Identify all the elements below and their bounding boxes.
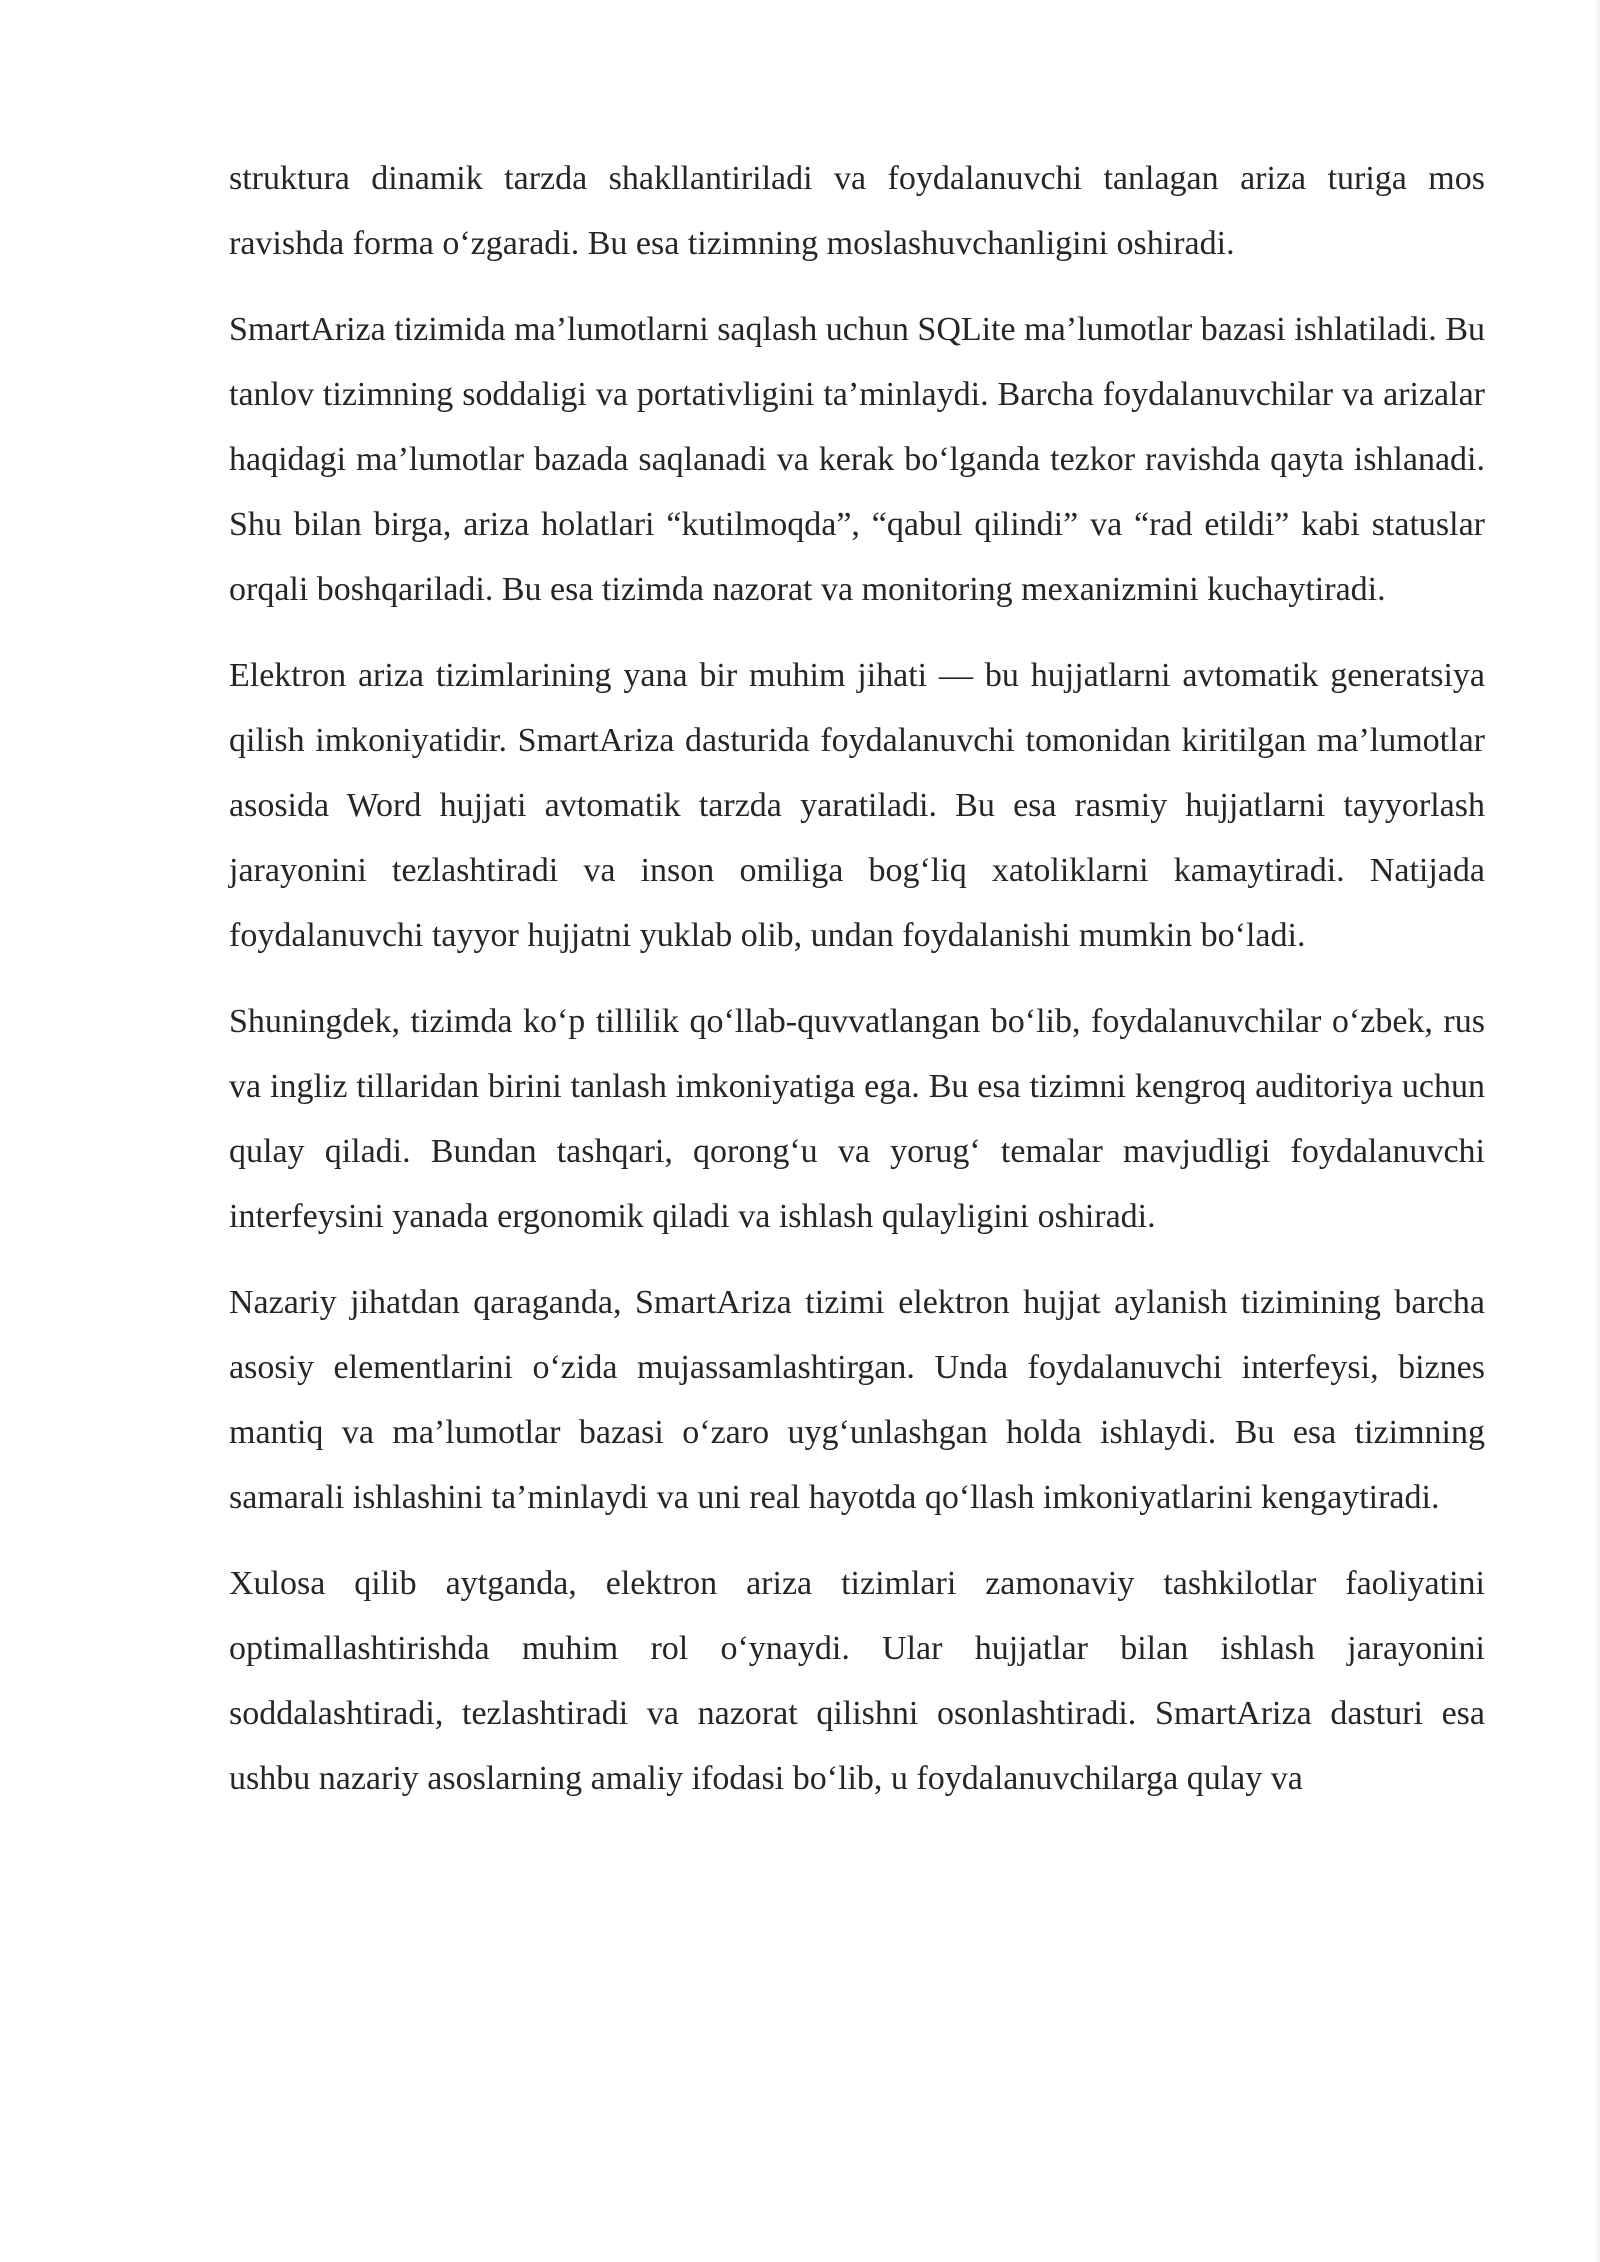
paragraph-3: Elektron ariza tizimlarining yana bir muhim jihati — bu hujjatlarni avtomatik generatsiya qilish imkoniyatidir. SmartAriza dasturida foydalanuvchi tomonidan kiritilgan ma’lumotlar asosida Word hujjati avtomatik tarzda yaratiladi. Bu esa rasmiy hujjatlarni tayyorlash jarayonini tezlashtiradi va inson omiliga bog‘liq xatoliklarni kamaytiradi. Natijada foydalanuvchi tayyor hujjatni yuklab olib, undan foydalanishi mumkin bo‘ladi.: [229, 657, 1485, 954]
paragraph-1: struktura dinamik tarzda shakllantiriladi va foydalanuvchi tanlagan ariza turiga mos ravishda forma o‘zgaradi. Bu esa tizimning moslashuvchanligini oshiradi.: [229, 160, 1485, 262]
page-edge-shadow: [1594, 0, 1600, 2262]
paragraph-2: SmartAriza tizimida ma’lumotlarni saqlash uchun SQLite ma’lumotlar bazasi ishlatiladi. Bu tanlov tizimning soddaligi va portativligini ta’minlaydi. Barcha foydalanuvchilar va arizalar haqidagi ma’lumotlar bazada saqlanadi va kerak bo‘lganda tezkor ravishda qayta ishlanadi. Shu bilan birga, ariza holatlari “kutilmoqda”, “qabul qilindi” va “rad etildi” kabi statuslar orqali boshqariladi. Bu esa tizimda nazorat va monitoring mexanizmini kuchaytiradi.: [229, 311, 1485, 608]
paragraph-5: Nazariy jihatdan qaraganda, SmartAriza tizimi elektron hujjat aylanish tizimining barcha asosiy elementlarini o‘zida mujassamlashtirgan. Unda foydalanuvchi interfeysi, biznes mantiq va ma’lumotlar bazasi o‘zaro uyg‘unlashgan holda ishlaydi. Bu esa tizimning samarali ishlashini ta’minlaydi va uni real hayotda qo‘llash imkoniyatlarini kengaytiradi.: [229, 1284, 1485, 1516]
paragraph-4: Shuningdek, tizimda ko‘p tillilik qo‘llab-quvvatlangan bo‘lib, foydalanuvchilar o‘zbek, rus va ingliz tillaridan birini tanlash imkoniyatiga ega. Bu esa tizimni kengroq auditoriya uchun qulay qiladi. Bundan tashqari, qorong‘u va yorug‘ temalar mavjudligi foydalanuvchi interfeysini yanada ergonomik qiladi va ishlash qulayligini oshiradi.: [229, 1003, 1485, 1235]
body-text: [229, 146, 1485, 1832]
paragraph-6: Xulosa qilib aytganda, elektron ariza tizimlari zamonaviy tashkilotlar faoliyatini optimallashtirishda muhim rol o‘ynaydi. Ular hujjatlar bilan ishlash jarayonini soddalashtiradi, tezlashtiradi va nazorat qilishni osonlashtiradi. SmartAriza dasturi esa ushbu nazariy asoslarning amaliy ifodasi bo‘lib, u foydalanuvchilarga qulay va: [229, 1565, 1485, 1797]
